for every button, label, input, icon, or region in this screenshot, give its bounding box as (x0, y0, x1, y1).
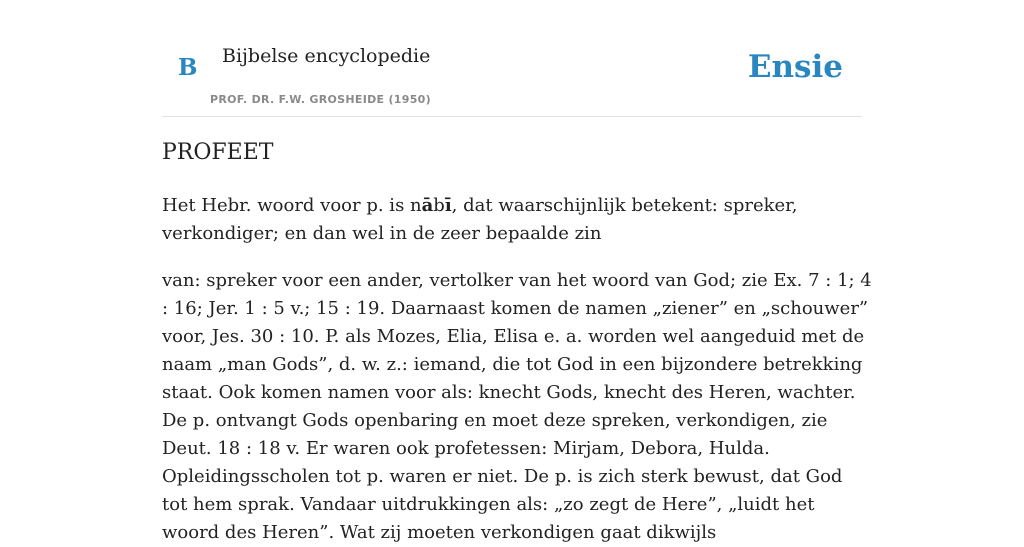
article-body: van: spreker voor een ander, vertolker van het woord van God; zie Ex. 7 : 1; 4 : 16; Jer. 1 : 5 v.; 15 : 19. Daarnaast komen de namen „ziener” en „schouwer” voor, Jes. 30 : 10. P. als Mozes, Elia, Elisa e. a. worden wel aangeduid met de naam „man Gods”, d. w. z.: iemand, die tot God in een bijzondere betrekking staat. Ook komen namen voor als: knecht Gods, knecht des Heren, wachter. De p. ontvangt Gods openbaring en moet deze spreken, verkondigen, zie Deut. 18 : 18 v. Er waren ook profetessen: Mirjam, Debora, Hulda. Opleidingsscholen tot p. waren er niet. De p. is zich sterk bewust, dat God tot hem sprak. Vandaar uitdrukkingen als: „zo zegt de Here”, „luidt het woord des Heren”. Wat zij moeten verkondigen gaat dikwijls (162, 270, 872, 543)
hebrew-long-i: ī (444, 195, 452, 216)
article-title: PROFEET (162, 140, 274, 165)
book-title-link[interactable]: Bijbelse encyclopedie (222, 45, 431, 67)
hebrew-b: b (433, 195, 445, 216)
hebrew-long-a: ā (421, 195, 434, 216)
intro-text-after: , dat waarschijnlijk betekent: spreker, verkondiger; en dan wel in de zeer bepaalde zin (162, 195, 798, 244)
encyclopedia-header (162, 0, 862, 117)
ensie-logo-link[interactable]: Ensie (747, 49, 843, 85)
book-author: PROF. DR. F.W. GROSHEIDE (1950) (210, 93, 431, 106)
page-container (162, 0, 872, 543)
intro-text-before: Het Hebr. woord voor p. is n (162, 195, 422, 216)
article-intro (162, 192, 862, 248)
book-letter-icon[interactable]: B (178, 54, 198, 81)
